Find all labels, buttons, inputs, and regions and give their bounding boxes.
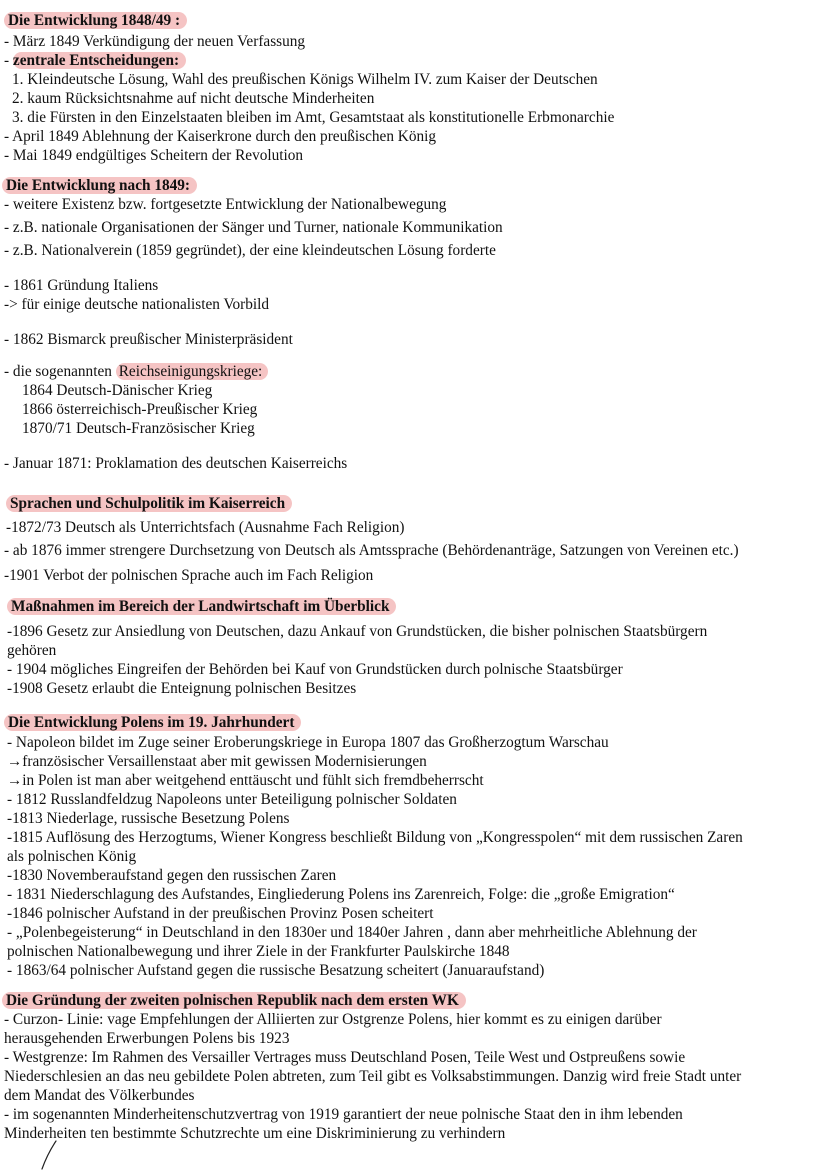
text-line: -1872/73 Deutsch als Unterrichtsfach (Ausnahme Fach Religion) <box>6 519 405 536</box>
text-line: - z.B. nationale Organisationen der Sänger und Turner, nationale Kommunikation <box>4 219 503 236</box>
text-line: - 1831 Niederschlagung des Aufstandes, Eingliederung Polens ins Zarenreich, Folge: die „große Emigration“ <box>7 886 675 903</box>
section-heading-landwirtschaft: Maßnahmen im Bereich der Landwirtschaft im Überblick <box>7 597 396 616</box>
text-line: - „Polenbegeisterung“ in Deutschland in den 1830er und 1840er Jahren , dann aber mehrheitliche Ablehnung der <box>7 924 697 941</box>
list-item: 1864 Deutsch-Dänischer Krieg <box>22 382 213 399</box>
text-line: - 1812 Russlandfeldzug Napoleons unter Beteiligung polnischer Soldaten <box>7 791 457 808</box>
text-line: - weitere Existenz bzw. fortgesetzte Entwicklung der Nationalbewegung <box>4 196 447 213</box>
pen-stroke-icon <box>30 1138 70 1171</box>
text-line: - ab 1876 immer strengere Durchsetzung von Deutsch als Amtssprache (Behördenanträge, Satzungen von Vereinen etc.) <box>4 542 739 559</box>
text-line: Niederschlesien an das neu gebildete Polen abtreten, zum Teil gibt es Volksabstimmungen. Danzig wird freie Stadt unter <box>4 1068 742 1085</box>
text-line: - zentrale Entscheidungen: <box>4 51 186 70</box>
text-line: -1813 Niederlage, russische Besetzung Polens <box>7 810 290 827</box>
section-heading-nach-1849: Die Entwicklung nach 1849: <box>2 176 197 195</box>
text-line: -1901 Verbot der polnischen Sprache auch im Fach Religion <box>4 567 374 584</box>
text-line: - die sogenannten Reichseinigungskriege: <box>4 362 268 381</box>
list-item: 2. kaum Rücksichtsnahme auf nicht deutsche Minderheiten <box>12 90 375 107</box>
text-line: - Mai 1849 endgültiges Scheitern der Revolution <box>4 147 304 164</box>
text-line: - Januar 1871: Proklamation des deutschen Kaiserreichs <box>4 455 348 472</box>
text-line: polnischen Nationalbewegung und ihrer Ziele in der Frankfurter Paulskirche 1848 <box>7 943 510 960</box>
section-heading-1848: Die Entwicklung 1848/49 : <box>4 11 187 30</box>
text-line: - 1862 Bismarck preußischer Ministerpräsident <box>4 331 293 348</box>
text-line: -1908 Gesetz erlaubt die Enteignung polnischen Besitzes <box>7 680 357 697</box>
list-item: 1. Kleindeutsche Lösung, Wahl des preußischen Königs Wilhelm IV. zum Kaiser der Deutschen <box>12 71 598 88</box>
text-line: - Westgrenze: Im Rahmen des Versailler Vertrages muss Deutschland Posen, Teile West und Ostpreußens sowie <box>4 1049 686 1066</box>
section-heading-sprachen: Sprachen und Schulpolitik im Kaiserreich <box>6 494 292 513</box>
text-line: - Napoleon bildet im Zuge seiner Eroberungskriege in Europa 1807 das Großherzogtum Warschau <box>7 734 609 751</box>
text-line: - März 1849 Verkündigung der neuen Verfassung <box>4 33 306 50</box>
text-line: -1830 Novemberaufstand gegen den russischen Zaren <box>7 867 337 884</box>
text-line: -1815 Auflösung des Herzogtums, Wiener Kongress beschließt Bildung von „Kongresspolen“ mit dem russischen Zaren <box>7 829 743 846</box>
section-heading-polen-19jh: Die Entwicklung Polens im 19. Jahrhundert <box>4 713 301 732</box>
text-line: dem Mandat des Völkerbundes <box>4 1087 195 1104</box>
text-line: herausgehenden Erwerbungen Polens bis 1923 <box>4 1030 290 1047</box>
text-line: Minderheiten ten bestimmte Schutzrechte um eine Diskriminierung zu verhindern <box>4 1125 506 1142</box>
text-line: →in Polen ist man aber weitgehend enttäuscht und fühlt sich fremdbeherrscht <box>7 772 484 789</box>
list-item: 1870/71 Deutsch-Französischer Krieg <box>22 420 255 437</box>
text-line: -1846 polnischer Aufstand in der preußischen Provinz Posen scheitert <box>7 905 434 922</box>
text-line: - Curzon- Linie: vage Empfehlungen der Alliierten zur Ostgrenze Polens, hier kommt es zu einigen darüber <box>4 1011 662 1028</box>
text-line: - 1861 Gründung Italiens <box>4 277 159 294</box>
text-line: - z.B. Nationalverein (1859 gegründet), der eine kleindeutschen Lösung forderte <box>4 242 496 259</box>
text-line: gehören <box>7 642 57 659</box>
text-line: als polnischen König <box>7 848 137 865</box>
text-line: →französischer Versaillenstaat aber mit gewissen Modernisierungen <box>7 753 427 770</box>
list-item: 3. die Fürsten in den Einzelstaaten bleiben im Amt, Gesamtstaat als konstitutionelle Erbmonarchie <box>12 109 615 126</box>
text-line: -1896 Gesetz zur Ansiedlung von Deutschen, dazu Ankauf von Grundstücken, die bisher polnischen Staatsbürgern <box>7 623 708 640</box>
text-line: - 1863/64 polnischer Aufstand gegen die russische Besatzung scheitert (Januaraufstand) <box>7 962 545 979</box>
text-line: - April 1849 Ablehnung der Kaiserkrone durch den preußischen König <box>4 128 437 145</box>
text-line: - im sogenannten Minderheitenschutzvertrag von 1919 garantiert der neue polnische Staat den in ihm lebenden <box>4 1106 683 1123</box>
section-heading-zweite-republik: Die Gründung der zweiten polnischen Republik nach dem ersten WK <box>2 991 466 1010</box>
list-item: 1866 österreichisch-Preußischer Krieg <box>22 401 258 418</box>
text-line: - 1904 mögliches Eingreifen der Behörden bei Kauf von Grundstücken durch polnische Staatsbürger <box>7 661 623 678</box>
text-line: -> für einige deutsche nationalisten Vorbild <box>4 296 270 313</box>
